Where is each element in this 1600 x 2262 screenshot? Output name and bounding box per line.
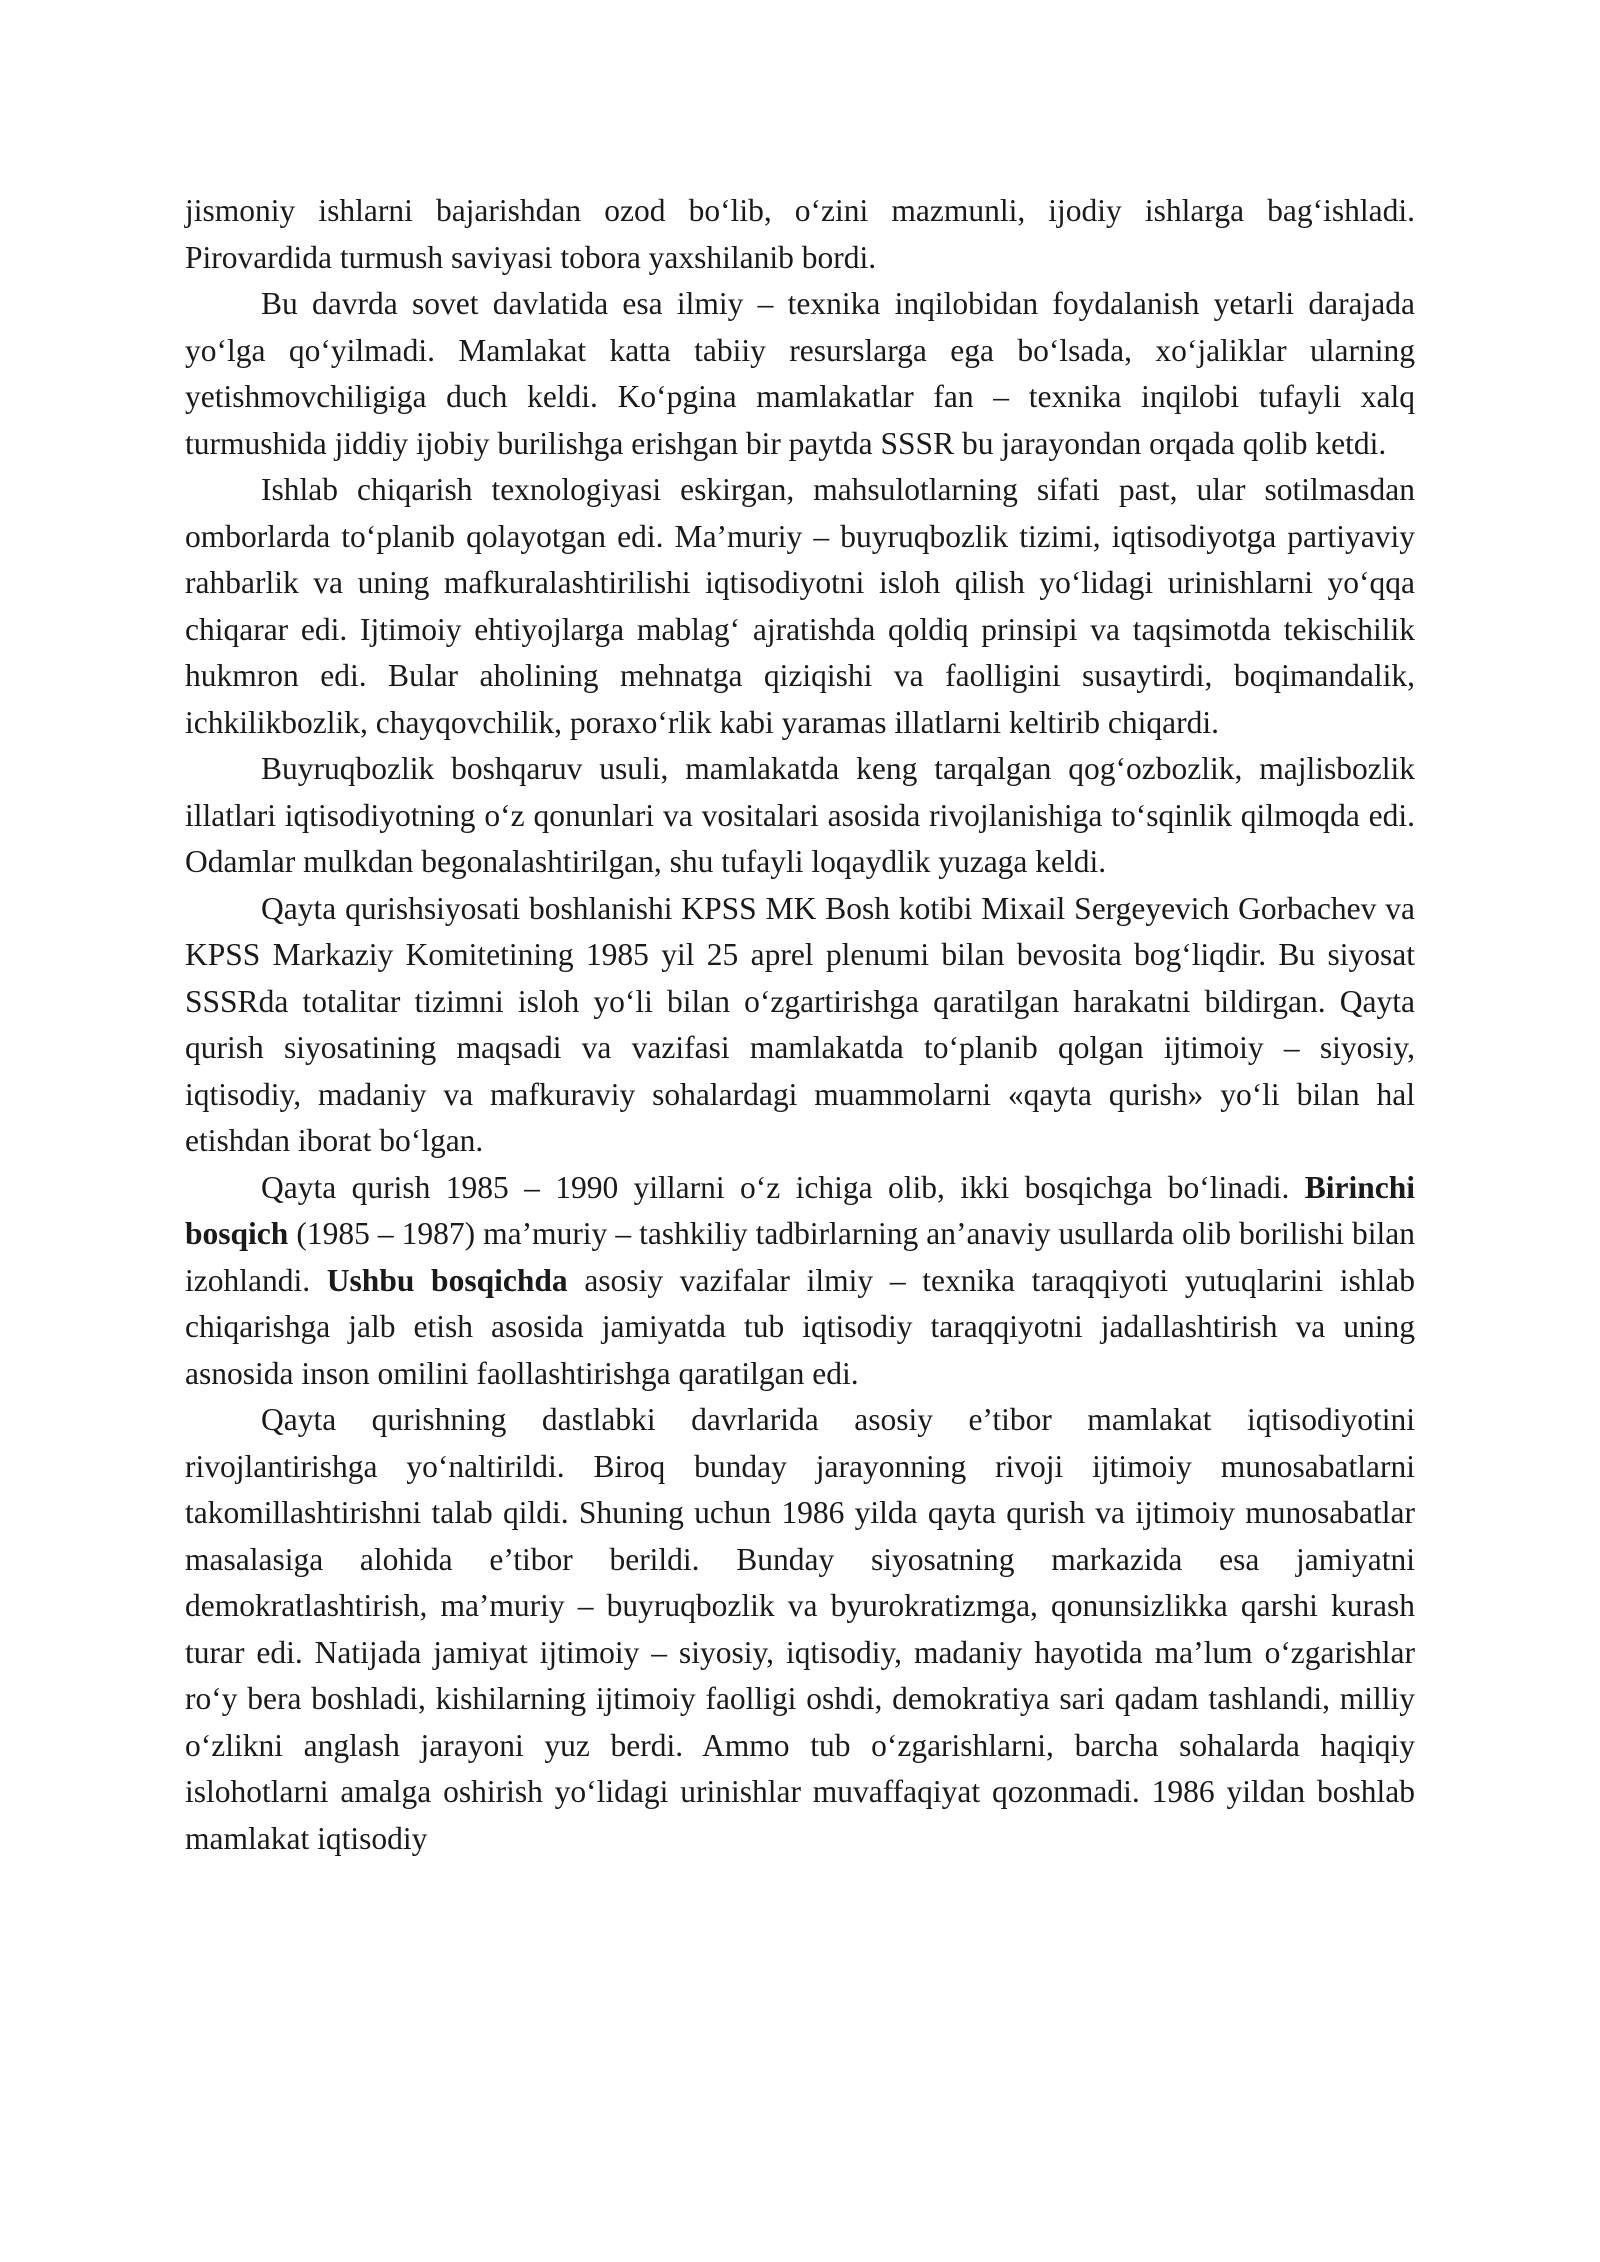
paragraph [185, 467, 1415, 746]
paragraph [185, 1165, 1415, 1398]
text-run: Buyruqbozlik boshqaruv usuli, mamlakatda keng tarqalgan qog‘ozbozlik, majlisbozlik illatlari iqtisodiyotning o‘z qonunlari va vositalari asosida rivojlanishiga to‘sqinlik qilmoqda edi. Odamlar mulkdan begonalashtirilgan, shu tufayli loqaydlik yuzaga keldi. [185, 751, 1415, 879]
bold-term: Ushbu bosqichda [326, 1262, 568, 1298]
text-run: Bu davrda sovet davlatida esa ilmiy – texnika inqilobidan foydalanish yetarli darajada yo‘lga qo‘yilmadi. Mamlakat katta tabiiy resurslarga ega bo‘lsada, xo‘jaliklar ularning yetishmovchiligiga duch keldi. Ko‘pgina mamlakatlar fan – texnika inqilobi tufayli xalq turmushida jiddiy ijobiy burilishga erishgan bir paytda SSSR bu jarayondan orqada qolib ketdi. [185, 286, 1415, 461]
paragraph [185, 746, 1415, 886]
paragraph [185, 188, 1415, 281]
text-run: Qayta qurishning dastlabki davrlarida asosiy e’tibor mamlakat iqtisodiyotini rivojlantirishga yo‘naltirildi. Biroq bunday jarayonning rivoji ijtimoiy munosabatlarni takomillashtirishni talab qildi. Shuning uchun 1986 yilda qayta qurish va ijtimoiy munosabatlar masalasiga alohida e’tibor berildi. Bunday siyosatning markazida esa jamiyatni demokratlashtirish, ma’muriy – buyruqbozlik va byurokratizmga, qonunsizlikka qarshi kurash turar edi. Natijada jamiyat ijtimoiy – siyosiy, iqtisodiy, madaniy hayotida ma’lum o‘zgarishlar ro‘y bera boshladi, kishilarning ijtimoiy faolligi oshdi, demokratiya sari qadam tashlandi, milliy o‘zlikni anglash jarayoni yuz berdi. Ammo tub o‘zgarishlarni, barcha sohalarda haqiqiy islohotlarni amalga oshirish yo‘lidagi urinishlar muvaffaqiyat qozonmadi. 1986 yildan boshlab mamlakat iqtisodiy [185, 1402, 1415, 1856]
paragraph [185, 1397, 1415, 1862]
document-page [185, 188, 1415, 1862]
text-run: jismoniy ishlarni bajarishdan ozod bo‘lib, o‘zini mazmunli, ijodiy ishlarga bag‘ishladi. Pirovardida turmush saviyasi tobora yaxshilanib bordi. [185, 193, 1415, 275]
text-run: Qayta qurishsiyosati boshlanishi KPSS MK Bosh kotibi Mixail Sergeyevich Gorbachev va KPSS Markaziy Komitetining 1985 yil 25 aprel plenumi bilan bevosita bog‘liqdir. Bu siyosat SSSRda totalitar tizimni isloh yo‘li bilan o‘zgartirishga qaratilgan harakatni bildirgan. Qayta qurish siyosatining maqsadi va vazifasi mamlakatda to‘planib qolgan ijtimoiy – siyosiy, iqtisodiy, madaniy va mafkuraviy sohalardagi muammolarni «qayta qurish» yo‘li bilan hal etishdan iborat bo‘lgan. [185, 890, 1415, 1158]
bold-term: Birinchi bosqich [185, 1169, 1415, 1251]
paragraph [185, 886, 1415, 1165]
paragraph [185, 281, 1415, 467]
text-run: asosiy vazifalar ilmiy – texnika taraqqiyoti yutuqlarini ishlab chiqarishga jalb etish asosida jamiyatda tub iqtisodiy taraqqiyotni jadallashtirish va uning asnosida inson omilini faollashtirishga qaratilgan edi. [185, 1262, 1415, 1391]
text-run: Ishlab chiqarish texnologiyasi eskirgan, mahsulotlarning sifati past, ular sotilmasdan omborlarda to‘planib qolayotgan edi. Ma’muriy – buyruqbozlik tizimi, iqtisodiyotga partiyaviy rahbarlik va uning mafkuralashtirilishi iqtisodiyotni isloh qilish yo‘lidagi urinishlarni yo‘qqa chiqarar edi. Ijtimoiy ehtiyojlarga mablag‘ ajratishda qoldiq prinsipi va taqsimotda tekischilik hukmron edi. Bular aholining mehnatga qiziqishi va faolligini susaytirdi, boqimandalik, ichkilikbozlik, chayqovchilik, poraxo‘rlik kabi yaramas illatlarni keltirib chiqardi. [185, 472, 1415, 740]
text-run: (1985 – 1987) ma’muriy – tashkiliy tadbirlarning an’anaviy usullarda olib borilishi bilan izohlandi. [185, 1216, 1415, 1298]
text-run: Qayta qurish 1985 – 1990 yillarni o‘z ichiga olib, ikki bosqichga bo‘linadi. [261, 1169, 1305, 1205]
